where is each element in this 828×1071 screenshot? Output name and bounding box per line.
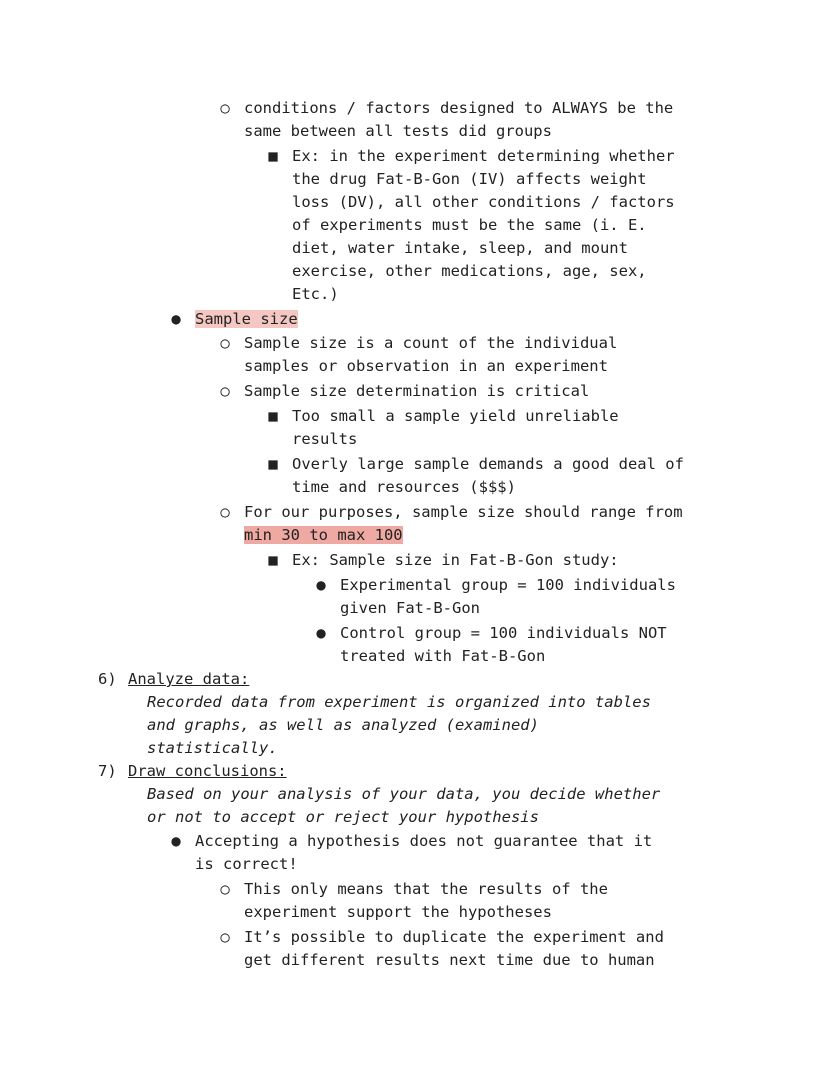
only-means-line-1: This only means that the results of the [244, 880, 608, 898]
controls-example-line-5: diet, water intake, sleep, and mount [292, 239, 628, 257]
controls-line-2: same between all tests did groups [244, 122, 552, 140]
only-means-line-2: experiment support the hypotheses [244, 903, 552, 921]
hollow-bullet-icon: ○ [220, 382, 230, 400]
experimental-group-line-1: Experimental group = 100 individuals [340, 576, 676, 594]
sample-def-line-1: Sample size is a count of the individual [244, 334, 618, 352]
filled-bullet-icon: ● [171, 832, 181, 850]
step-6-number: 6) [98, 670, 117, 688]
sample-small-line-1: Too small a sample yield unreliable [292, 407, 619, 425]
duplicate-line-1: It’s possible to duplicate the experiment and [244, 928, 664, 946]
sample-large-line-1: Overly large sample demands a good deal of [292, 455, 684, 473]
sample-example-heading: Ex: Sample size in Fat-B-Gon study: [292, 551, 619, 569]
sample-size-heading-text: Sample size [195, 310, 298, 328]
filled-bullet-icon: ● [171, 310, 181, 328]
controls-example-line-2: the drug Fat-B-Gon (IV) affects weight [292, 170, 647, 188]
control-group-line-2: treated with Fat-B-Gon [340, 647, 546, 665]
controls-example-line-3: loss (DV), all other conditions / factors [292, 193, 675, 211]
sample-small-line-2: results [292, 430, 358, 448]
step-7-title: Draw conclusions: [128, 762, 287, 780]
controls-example-line-7: Etc.) [292, 285, 339, 303]
step-7-desc-line-2: or not to accept or reject your hypothesis [147, 808, 539, 826]
hollow-bullet-icon: ○ [220, 334, 230, 352]
step-6-desc-line-2: and graphs, as well as analyzed (examined) [147, 716, 539, 734]
controls-example-line-6: exercise, other medications, age, sex, [292, 262, 647, 280]
hollow-bullet-icon: ○ [220, 99, 230, 117]
experimental-group-line-2: given Fat-B-Gon [340, 599, 480, 617]
accept-line-2: is correct! [195, 855, 298, 873]
hollow-bullet-icon: ○ [220, 880, 230, 898]
sample-critical: Sample size determination is critical [244, 382, 590, 400]
square-bullet-icon: ■ [268, 147, 278, 165]
control-group-line-1: Control group = 100 individuals NOT [340, 624, 667, 642]
sample-purpose-line-1: For our purposes, sample size should range from [244, 503, 683, 521]
sample-purpose-line-2 [244, 524, 403, 547]
step-7-desc-line-1: Based on your analysis of your data, you decide whether [147, 785, 661, 803]
step-6-desc-line-1: Recorded data from experiment is organized into tables [147, 693, 651, 711]
square-bullet-icon: ■ [268, 407, 278, 425]
controls-line-1: conditions / factors designed to ALWAYS be the [244, 99, 674, 117]
accept-line-1: Accepting a hypothesis does not guarantee that it [195, 832, 653, 850]
sample-large-line-2: time and resources ($$$) [292, 478, 516, 496]
step-7-number: 7) [98, 762, 117, 780]
step-6-title: Analyze data: [128, 670, 250, 688]
controls-example-line-1: Ex: in the experiment determining whether [292, 147, 675, 165]
square-bullet-icon: ■ [268, 551, 278, 569]
step-6-desc-line-3: statistically. [147, 739, 278, 757]
square-bullet-icon: ■ [268, 455, 278, 473]
sample-def-line-2: samples or observation in an experiment [244, 357, 608, 375]
duplicate-line-2: get different results next time due to human [244, 951, 655, 969]
controls-example-line-4: of experiments must be the same (i. E. [292, 216, 647, 234]
sample-range-highlight: min 30 to max 100 [244, 526, 403, 544]
filled-bullet-icon: ● [316, 576, 326, 594]
sample-size-heading [195, 308, 298, 331]
hollow-bullet-icon: ○ [220, 928, 230, 946]
filled-bullet-icon: ● [316, 624, 326, 642]
hollow-bullet-icon: ○ [220, 503, 230, 521]
